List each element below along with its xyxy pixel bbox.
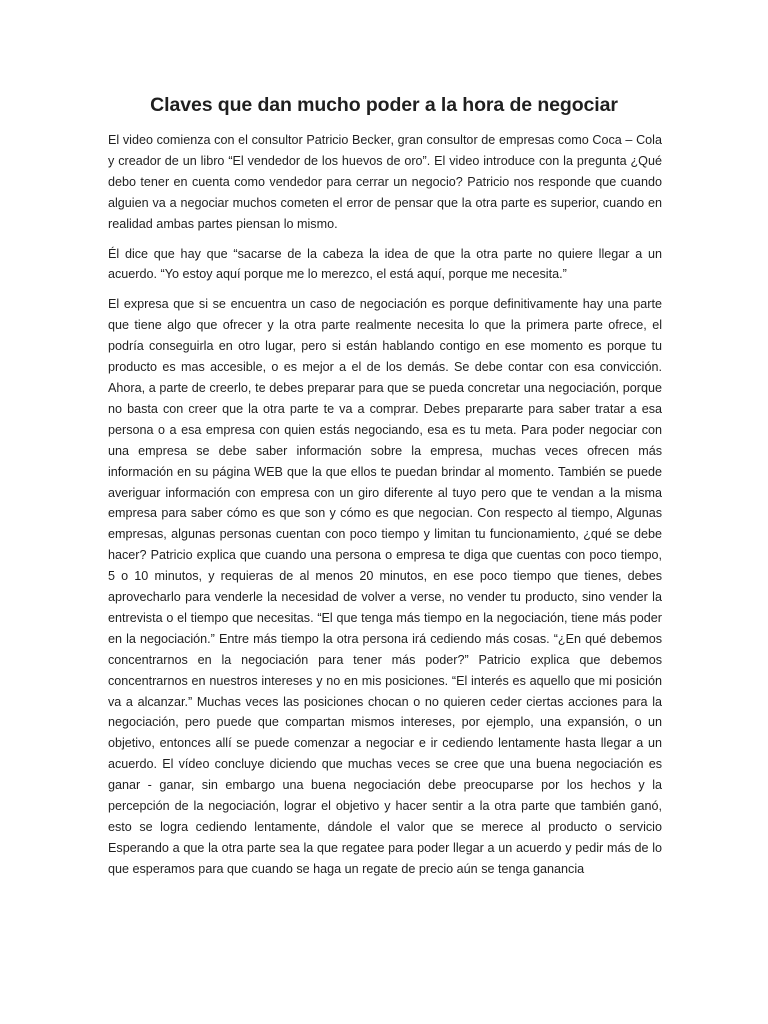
paragraph-main: El expresa que si se encuentra un caso de negociación es porque definitivamente hay una parte que tiene algo que ofrecer y la otra parte realmente necesita lo que la primera parte ofrece, el podría conseguirla en otro lugar, pero si están hablando contigo en ese momento es porque tu producto es mas accesible, o es mejor a el de los demás. Se debe contar con esa convicción. Ahora, a parte de creerlo, te debes preparar para que se pueda concretar una negociación, porque no basta con creer que la otra parte te va a comprar. Debes prepararte para saber tratar a esa persona o a esa empresa con quien estás negociando, esa es tu meta. Para poder negociar con una empresa se debe saber información sobre la empresa, muchas veces ofrecen más información en su página WEB que la que ellos te puedan brindar al momento. También se puede averiguar información con empresa con un giro diferente al tuyo pero que te vendan a la misma empresa para saber cómo es que son y cómo es que negocian. Con respecto al tiempo, Algunas empresas, algunas personas cuentan con poco tiempo y limitan tu funcionamiento, ¿qué se debe hacer? Patricio explica que cuando una persona o empresa te diga que cuentas con poco tiempo, 5 o 10 minutos, y requieras de al menos 20 minutos, en ese poco tiempo que tienes, debes aprovecharlo para venderle la necesidad de volver a verse, no vender tu producto, sino vender la entrevista o el tiempo que necesitas. “El que tenga más tiempo en la negociación, tiene más poder en la negociación.” Entre más tiempo la otra persona irá cediendo más cosas. “¿En qué debemos concentrarnos en la negociación para tener más poder?” Patricio explica que debemos concentrarnos en nuestros intereses y no en mis posiciones. “El interés es aquello que mi posición va a alcanzar.” Muchas veces las posiciones chocan o no quieren ceder ciertas acciones para la negociación, pero puede que compartan mismos intereses, por ejemplo, una expansión, o un objetivo, entonces allí se puede comenzar a negociar e ir cediendo lentamente hasta llegar a un acuerdo. El vídeo concluye diciendo que muchas veces se cree que una buena negociación es ganar - ganar, sin embargo una buena negociación debe preocuparse por los hechos y la percepción de la negociación, lograr el objetivo y hacer sentir a la otra parte que también ganó, esto se logra cediendo lentamente, dándole el valor que se merece al producto o servicio Esperando a que la otra parte sea la que regatee para poder llegar a un acuerdo y pedir más de lo que esperamos para que cuando se haga un regate de precio aún se tenga ganancia <box>108 297 662 876</box>
paragraph-intro: El video comienza con el consultor Patricio Becker, gran consultor de empresas como Coca – Cola y creador de un libro “El vendedor de los huevos de oro”. El video introduce con la pregunta ¿Qué debo tener en cuenta como vendedor para cerrar un negocio? Patricio nos responde que cuando alguien va a negociar muchos cometen el error de pensar que la otra parte es superior, cuando en realidad ambas partes piensan lo mismo. <box>108 133 662 231</box>
paragraph-quote: Él dice que hay que “sacarse de la cabeza la idea de que la otra parte no quiere llegar a un acuerdo. “Yo estoy aquí porque me lo merezco, el está aquí, porque me necesita.” <box>108 246 662 282</box>
document-title: Claves que dan mucho poder a la hora de negociar <box>150 94 618 116</box>
document-body <box>108 130 662 889</box>
